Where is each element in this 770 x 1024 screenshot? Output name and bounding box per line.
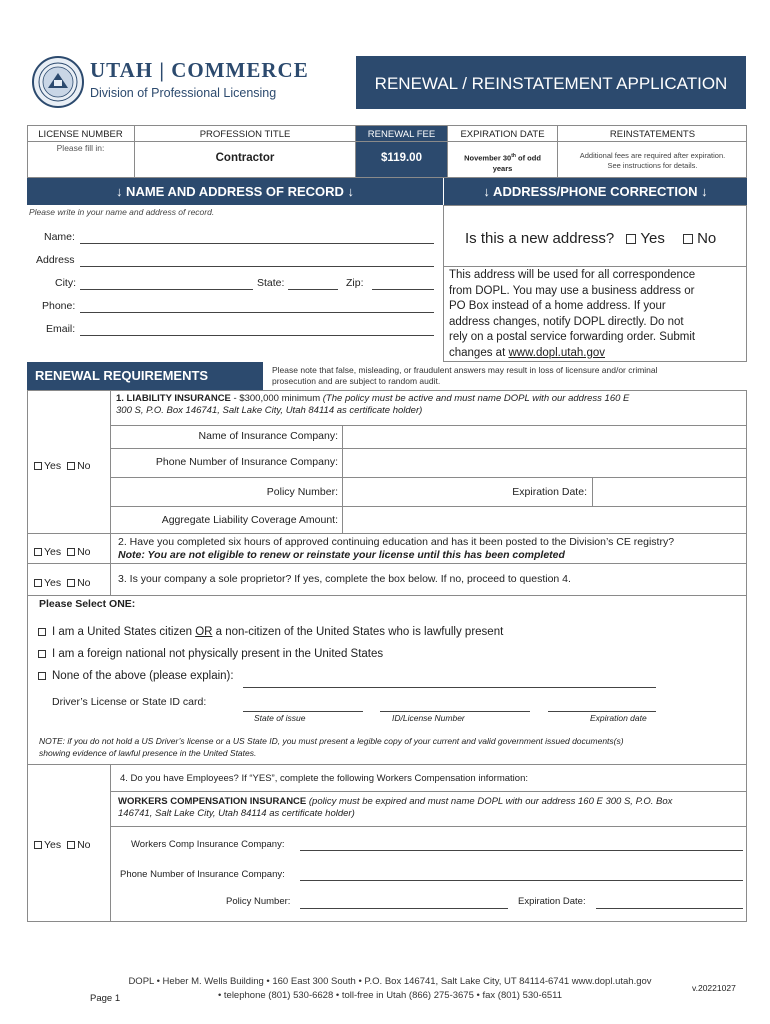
renewal-warning: Please note that false, misleading, or fraudulent answers may result in loss of licensure and/or criminal prosecution and are subject to random audit. [272,365,658,386]
renewal-requirements-heading: RENEWAL REQUIREMENTS [35,368,209,383]
form-title: RENEWAL / REINSTATEMENT APPLICATION [374,74,728,93]
license-number-label: LICENSE NUMBER [38,129,123,140]
new-address-yes-checkbox[interactable] [626,234,636,244]
phone-field[interactable] [80,312,434,313]
wc-expiration-label: Expiration Date: [518,896,586,907]
q4-text: 4. Do you have Employees? If “YES”, complete the following Workers Compensation information: [120,773,528,784]
dl-expiration-field[interactable] [548,711,656,712]
q2-text: 2. Have you completed six hours of approved continuing education and has it been posted to the Division’s CE registry? Note: You are not eligible to renew or reinstate your license until this has been completed [118,536,675,561]
insurance-phone-field[interactable] [343,449,746,476]
insurance-expiration-label: Expiration Date: [512,486,587,498]
zip-field[interactable] [372,289,434,290]
profession-title-value: Contractor [215,152,275,164]
city-field[interactable] [80,289,253,290]
wc-policy-label: Policy Number: [226,896,291,907]
org-name: UTAH | COMMERCE [90,58,309,82]
reinstatements-note: Additional fees are required after expiration. See instructions for details. [579,151,726,170]
expiration-date-caption: Expiration date [590,713,647,723]
division-name: Division of Professional Licensing [90,86,277,100]
wc-phone-label: Phone Number of Insurance Company: [120,869,285,880]
citizen-checkbox[interactable] [38,628,46,636]
q3-yes-checkbox[interactable] [34,579,42,587]
address-notice: This address will be used for all correspondence from DOPL. You may use a business address or PO Box instead of a home address. If your address changes, notify DOPL directly. Do not rely on a postal service forwarding order. Submit changes at www.dopl.utah.gov [449,269,696,359]
drivers-license-label: Driver’s License or State ID card: [52,696,207,708]
profession-title-label: PROFESSION TITLE [199,129,291,140]
footer-address: DOPL • Heber M. Wells Building • 160 East 300 South • P.O. Box 146741, Salt Lake City, UT 84114-6741 www.dopl.utah.gov • telephone (801) 530-6628 • toll-free in Utah (866) 275-3675 • fax (801) 530-6511 [128,976,652,1001]
q2-yes-no: Yes No [34,546,91,558]
renewal-fee-label: RENEWAL FEE [367,129,436,140]
q4-no-checkbox[interactable] [67,841,75,849]
state-label: State: [257,277,285,289]
expiration-date-label: EXPIRATION DATE [460,129,545,140]
q3-yes-no: Yes No [34,577,91,589]
foreign-national-option: I am a foreign national not physically present in the United States [38,648,383,660]
select-one-heading: Please Select ONE: [39,598,136,610]
none-checkbox[interactable] [38,672,46,680]
name-field[interactable] [80,243,434,244]
page-number: Page 1 [90,993,121,1004]
none-option: None of the above (please explain): [38,670,234,682]
insurance-company-label: Name of Insurance Company: [198,430,338,442]
address-label: Address [36,254,75,266]
q1-yes-checkbox[interactable] [34,462,42,470]
name-address-instruction: Please write in your name and address of record. [29,207,215,217]
q3-text: 3. Is your company a sole proprietor? If yes, complete the box below. If no, proceed to question 4. [118,573,571,585]
new-address-no-label: No [697,230,717,247]
wc-company-label: Workers Comp Insurance Company: [131,839,285,850]
license-number-hint: Please fill in: [56,143,105,153]
city-label: City: [55,277,76,289]
q1-no-checkbox[interactable] [67,462,75,470]
utah-seal-logo [32,56,84,108]
zip-label: Zip: [346,277,364,289]
reinstatements-label: REINSTATEMENTS [609,129,696,140]
wc-phone-field[interactable] [300,880,743,881]
policy-number-label: Policy Number: [266,486,338,498]
dl-number-field[interactable] [380,711,530,712]
aggregate-coverage-label: Aggregate Liability Coverage Amount: [161,514,338,526]
renewal-fee-value: $119.00 [381,152,422,164]
email-field[interactable] [80,335,434,336]
email-label: Email: [46,323,76,335]
policy-number-field[interactable] [343,478,493,505]
q4-yes-no: Yes No [34,839,91,851]
id-number-caption: ID/License Number [392,713,465,723]
new-address-question: Is this a new address? Yes No [465,230,717,247]
expiration-date-value: November 30th of odd years [464,153,541,173]
name-label: Name: [44,231,75,243]
new-address-no-checkbox[interactable] [683,234,693,244]
form-version: v.20221027 [692,983,736,993]
q3-no-checkbox[interactable] [67,579,75,587]
new-address-yes-label: Yes [640,230,665,247]
lawful-presence-note: NOTE: if you do not hold a US Driver’s license or a US State ID, you must present a legible copy of your current and valid government issued documents(s) showing evidence of lawful presence in the United States. [39,736,624,758]
state-field[interactable] [288,289,338,290]
dopl-website-link[interactable]: www.dopl.utah.gov [508,346,606,359]
address-field[interactable] [80,266,434,267]
q1-text: 1. LIABILITY INSURANCE - $300,000 minimum (The policy must be active and must name DOPL with our address 160 E 300 S, P.O. Box 146741, Salt Lake City, Utah 84114 as certificate holder) [116,393,630,416]
insurance-phone-label: Phone Number of Insurance Company: [155,456,338,468]
license-number-field[interactable] [28,154,133,176]
wc-policy-field[interactable] [300,908,508,909]
workers-comp-text: WORKERS COMPENSATION INSURANCE (policy must be expired and must name DOPL with our address 160 E 300 S, P.O. Box 146741, Salt Lake City, Utah 84114 as certificate holder) [118,796,673,819]
state-of-issue-caption: State of issue [254,713,306,723]
foreign-national-checkbox[interactable] [38,650,46,658]
address-correction-heading: ↓ ADDRESS/PHONE CORRECTION ↓ [483,184,708,199]
q2-no-checkbox[interactable] [67,548,75,556]
insurance-company-field[interactable] [343,426,746,447]
citizen-option: I am a United States citizen OR a non-citizen of the United States who is lawfully present [38,626,503,638]
phone-label: Phone: [42,300,76,312]
name-address-heading: ↓ NAME AND ADDRESS OF RECORD ↓ [115,184,355,199]
q1-yes-no: Yes No [34,460,91,472]
q2-yes-checkbox[interactable] [34,548,42,556]
explain-field[interactable] [243,687,656,688]
wc-company-field[interactable] [300,850,743,851]
wc-expiration-field[interactable] [596,908,743,909]
insurance-expiration-field[interactable] [593,478,746,505]
q4-yes-checkbox[interactable] [34,841,42,849]
aggregate-coverage-field[interactable] [343,507,746,532]
dl-state-field[interactable] [243,711,363,712]
